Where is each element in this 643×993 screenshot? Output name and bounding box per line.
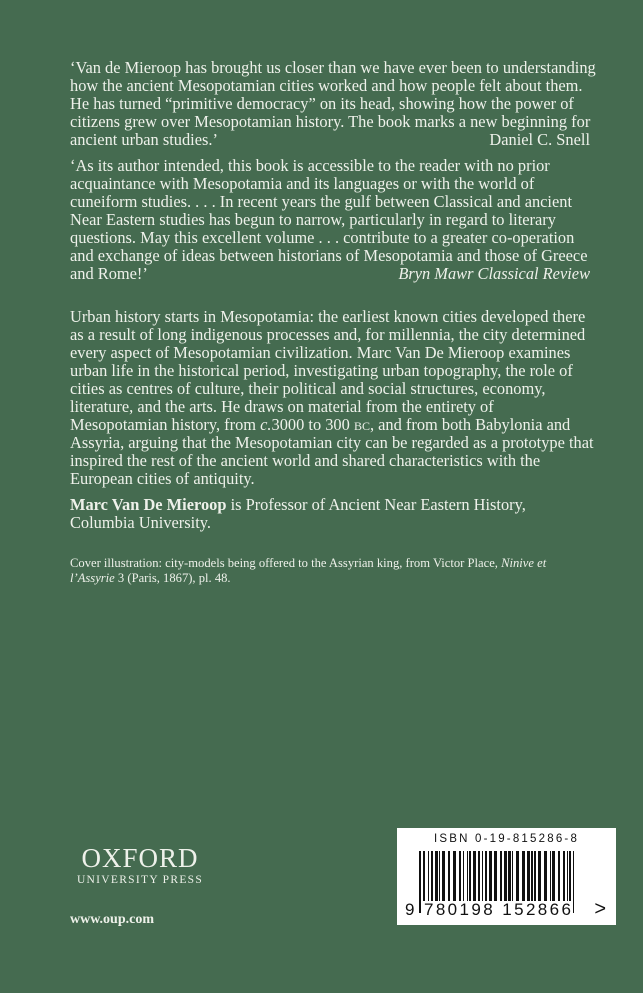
- barcode-bar: [544, 851, 547, 901]
- text-line: [70, 265, 590, 283]
- quote-daniel-snell: [70, 58, 596, 149]
- text-line: as a result of long indigenous processes and, for millennia, the city determined: [70, 325, 586, 344]
- text-line: [70, 131, 590, 149]
- barcode-bar: [473, 851, 476, 901]
- text-line: cuneiform studies. . . . In recent years the gulf between Classical and ancient: [70, 192, 573, 211]
- quote-attribution: Bryn Mawr Classical Review: [398, 264, 590, 283]
- text-line: He has turned “primitive democracy” on its head, showing how the power of: [70, 94, 574, 113]
- barcode-bar: [508, 851, 511, 901]
- isbn-label: ISBN 0-19-815286-8: [433, 833, 580, 845]
- author-name: Marc Van De Mieroop: [70, 495, 227, 514]
- barcode-bar: [423, 851, 425, 901]
- publisher-url[interactable]: www.oup.com: [70, 912, 155, 927]
- barcode-bar: [552, 851, 555, 901]
- text-line: European cities of antiquity.: [70, 469, 255, 488]
- barcode-bar: [538, 851, 541, 901]
- barcode-bar: [442, 851, 445, 901]
- text-line: citizens grew over Mesopotamian history. The book marks a new beginning for: [70, 112, 591, 131]
- text: ancient urban studies.’: [70, 130, 218, 149]
- text-line: cities as centres of culture, their political and social structures, economy,: [70, 379, 546, 398]
- oxford-logo: [70, 844, 210, 886]
- text-line: literature, and the arts. He draws on material from the entirety of: [70, 397, 494, 416]
- publisher-sub: UNIVERSITY PRESS: [76, 874, 204, 886]
- text-line: acquaintance with Mesopotamia and its languages or with the world of: [70, 174, 535, 193]
- publisher-name: OXFORD: [81, 843, 199, 873]
- book-description: [70, 307, 594, 488]
- barcode-bar: [531, 851, 533, 901]
- barcode-digits: 9 780198 152866: [405, 900, 574, 919]
- barcode-bar: [500, 851, 502, 901]
- barcode-bar: [485, 851, 487, 901]
- text: 3000 to 300: [271, 415, 354, 434]
- barcode-bar: [463, 851, 464, 901]
- barcode-bar: [494, 851, 497, 901]
- text-line: ‘Van de Mieroop has brought us closer than we have ever been to understanding: [70, 58, 596, 77]
- cover-credit: [70, 556, 590, 586]
- barcode-bar: [482, 851, 483, 901]
- barcode-bar: [428, 851, 429, 901]
- barcode-bar: [459, 851, 461, 901]
- text-line: ‘As its author intended, this book is accessible to the reader with no prior: [70, 156, 550, 175]
- text-line: and exchange of ideas between historians of Mesopotamia and those of Greece: [70, 246, 588, 265]
- text-line: questions. May this excellent volume . . . contribute to a greater co-operation: [70, 228, 575, 247]
- barcode-bar: [439, 851, 440, 901]
- text-line: urban life in the historical period, investigating urban topography, the role of: [70, 361, 573, 380]
- text-line: Near Eastern studies has begun to narrow, particularly in regard to literary: [70, 210, 556, 229]
- barcode-bar: [569, 851, 571, 901]
- barcode-bar: [435, 851, 438, 901]
- text: Mesopotamian history, from: [70, 415, 261, 434]
- credit-text: Cover illustration: city-models being offered to the Assyrian king, from Victor Place,: [70, 556, 502, 570]
- text-line: [70, 416, 590, 434]
- barcode-bar: [527, 851, 530, 901]
- barcode-bar: [512, 851, 513, 901]
- text-line: every aspect of Mesopotamian civilization. Marc Van De Mieroop examines: [70, 343, 571, 362]
- quote-attribution: Daniel C. Snell: [489, 130, 590, 149]
- barcode-bar: [478, 851, 480, 901]
- arrow-icon: >: [594, 898, 606, 920]
- circa: c.: [260, 415, 272, 434]
- barcode-bar: [550, 851, 551, 901]
- author-affiliation: Columbia University.: [70, 513, 211, 532]
- barcode-bar: [567, 851, 568, 901]
- isbn-barcode: [397, 828, 616, 925]
- source-title: Ninive et: [501, 556, 547, 570]
- text-line: inspired the rest of the ancient world and shared characteristics with the: [70, 451, 541, 470]
- barcode-bar: [504, 851, 507, 901]
- source-title: l’Assyrie: [70, 571, 115, 585]
- barcode-bar: [563, 851, 565, 901]
- barcode-bar: [453, 851, 456, 901]
- barcode-bar: [431, 851, 433, 901]
- barcode-bar: [516, 851, 519, 901]
- author-bio-text: is Professor of Ancient Near Eastern History,: [226, 495, 526, 514]
- text-line: Urban history starts in Mesopotamia: the earliest known cities developed there: [70, 307, 586, 326]
- quote-bryn-mawr: [70, 157, 590, 283]
- barcode-bar: [489, 851, 492, 901]
- barcode-bar: [448, 851, 450, 901]
- barcode-bar: [558, 851, 560, 901]
- era: BC: [353, 419, 370, 433]
- barcode-bar: [469, 851, 471, 901]
- credit-text: 3 (Paris, 1867), pl. 48.: [114, 571, 231, 585]
- barcode-bar: [522, 851, 525, 901]
- author-bio: [70, 496, 590, 532]
- text: and Rome!’: [70, 264, 148, 283]
- barcode-bar: [467, 851, 468, 901]
- text-line: Assyria, arguing that the Mesopotamian city can be regarded as a prototype that: [70, 433, 594, 452]
- barcode-bar: [534, 851, 536, 901]
- text-line: how the ancient Mesopotamian cities worked and how people felt about them.: [70, 76, 583, 95]
- text: , and from both Babylonia and: [369, 415, 571, 434]
